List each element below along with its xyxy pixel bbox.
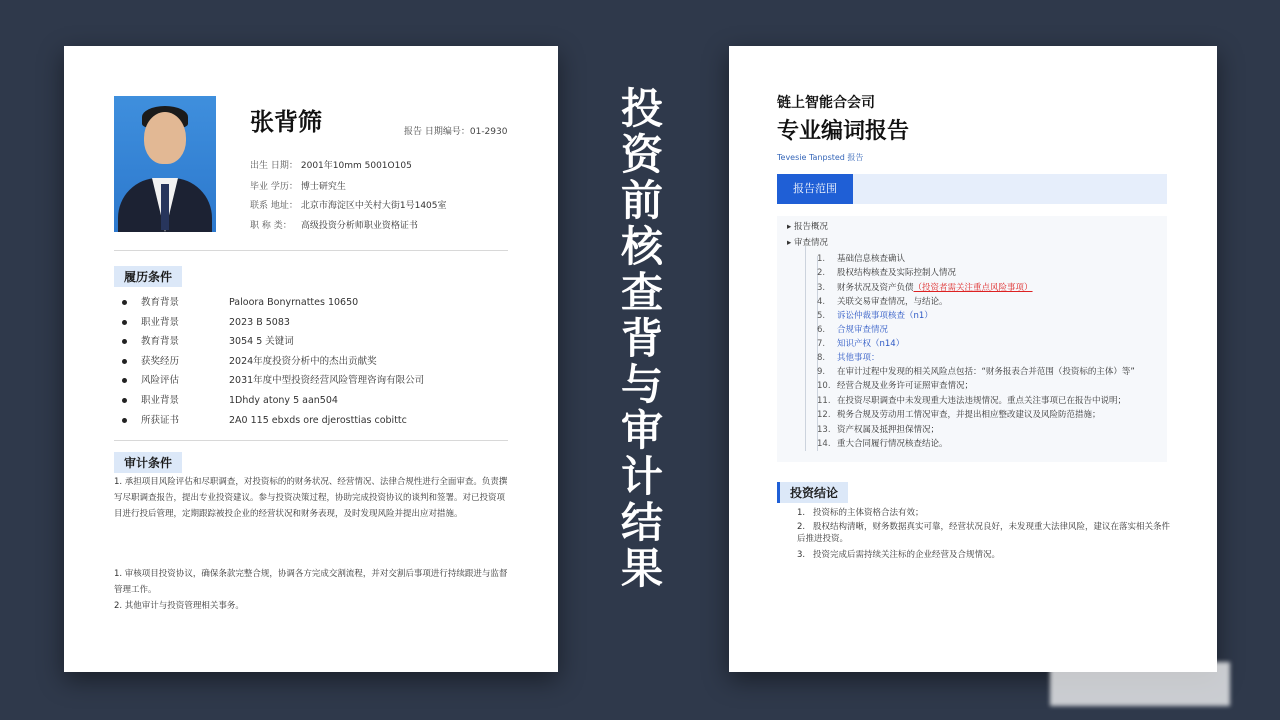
divider: [114, 440, 508, 441]
tree-item: 10. 经营合规及业务许可证照审查情况；: [817, 381, 974, 391]
info-row: [250, 158, 412, 171]
conclusion-item: 2. 股权结构清晰，财务数据真实可靠，经营状况良好，未发现重大法律风险，建议在落实相关条件后推进投资。: [797, 522, 1171, 544]
vertical-title: 投资前核查背与审计结果: [620, 84, 663, 593]
info-row: [250, 198, 447, 211]
info-label: 联系 地址：: [250, 201, 298, 211]
tree-item: 3. 财务状况及资产负债（投资者需关注重点风险事项）: [817, 283, 1033, 293]
info-row: [250, 218, 418, 231]
info-label: 职 称 类：: [250, 221, 292, 231]
report-subtitle: Tevesie Tanpsted 报告: [777, 153, 864, 162]
header-tab: 报告范围: [777, 174, 853, 204]
watermark-overlay: [1050, 662, 1230, 706]
report-document: [729, 46, 1217, 672]
tree-item: 13. 资产权属及抵押担保情况；: [817, 425, 940, 435]
info-row: [250, 179, 346, 192]
list-item: 获奖经历 2024年度投资分析中的杰出贡献奖: [122, 353, 377, 367]
info-value: 高级投资分析师职业资格证书: [300, 221, 418, 231]
report-meta: 报告 日期编号：01-2930: [404, 127, 508, 137]
review-tree: [777, 216, 1167, 462]
tree-item: 8. 其他事项：: [817, 353, 880, 363]
tree-item: 5. 诉讼仲裁事项核查（n1）: [817, 311, 933, 321]
list-item: 职业背景 2023 B 5083: [122, 314, 290, 328]
info-label: 毕业 学历：: [250, 182, 298, 192]
report-title: 专业编词报告: [777, 119, 910, 144]
tree-item: 2. 股权结构核查及实际控制人情况: [817, 268, 957, 278]
section-title-audit: 审计条件: [114, 452, 182, 473]
tree-node: ▸ 审查情况: [787, 236, 828, 248]
tree-item: 14. 重大合同履行情况核查结论。: [817, 439, 948, 449]
profile-photo: [114, 96, 216, 232]
section-title-conclusion: 投资结论: [777, 482, 848, 503]
info-value: 博士研究生: [300, 182, 346, 192]
list-item: 风险评估 2031年度中型投资经营风险管理咨询有限公司: [122, 372, 424, 386]
resume-document: [64, 46, 558, 672]
info-value: 北京市海淀区中关村大街1号1405室: [300, 201, 447, 211]
list-item: 职业背景 1Dhdy atony 5 aan504: [122, 392, 338, 406]
section-header-bar: [777, 174, 1167, 204]
conclusion-item: 3. 投资完成后需持续关注标的企业经营及合规情况。: [797, 550, 1001, 560]
audit-paragraph: 2. 其他审计与投资管理相关事务。: [114, 601, 244, 611]
audit-paragraph: 1. 承担项目风险评估和尽职调查，对投资标的的财务状况、经营情况、法律合规性进行全面审查。负责撰写尽职调查报告，提出专业投资建议。参与投资决策过程，协助完成投资协议的谈判和签署。对已投资项目进行投后管理，定期跟踪被投企业的经营状况和财务表现，及时发现风险并提出应对措施。: [114, 477, 508, 519]
tree-item: 7. 知识产权（n14）: [817, 339, 905, 349]
risk-highlight: （投资者需关注重点风险事项）: [913, 283, 1033, 293]
divider: [114, 250, 508, 251]
conclusion-item: 1. 投资标的主体资格合法有效；: [797, 508, 924, 518]
audit-paragraph: 1. 审核项目投资协议，确保条款完整合规，协调各方完成交割流程，并对交割后事项进行持续跟进与监督管理工作。: [114, 569, 508, 595]
tree-item: 12. 税务合规及劳动用工情况审查，并提出相应整改建议及风险防范措施；: [817, 410, 1101, 420]
tree-item: 4. 关联交易审查情况，与结论。: [817, 297, 948, 307]
info-label: 出生 日期：: [250, 161, 298, 171]
tree-item: 1. 基础信息核查确认: [817, 254, 906, 264]
info-value: 2001年10mm 5001O105: [300, 161, 412, 171]
section-title-resume: 履历条件: [114, 266, 182, 287]
tree-item: 6. 合规审查情况: [817, 325, 889, 335]
company-name: 链上智能合会司: [777, 95, 875, 111]
tree-node: ▸ 报告概况: [787, 220, 828, 232]
list-item: 所获证书 2A0 115 ebxds ore djerosttias cobittc: [122, 412, 407, 426]
list-item: 教育背景 3054 5 关键词: [122, 333, 294, 347]
list-item: 教育背景 Paloora Bonyrnattes 10650: [122, 294, 358, 308]
candidate-name: 张背筛: [250, 108, 322, 136]
tree-item: 9. 在审计过程中发现的相关风险点包括：“财务报表合并范围（投资标的主体）等”: [817, 367, 1135, 377]
tree-item: 11. 在投资尽职调查中未发现重大违法违规情况。重点关注事项已在报告中说明；: [817, 396, 1127, 406]
